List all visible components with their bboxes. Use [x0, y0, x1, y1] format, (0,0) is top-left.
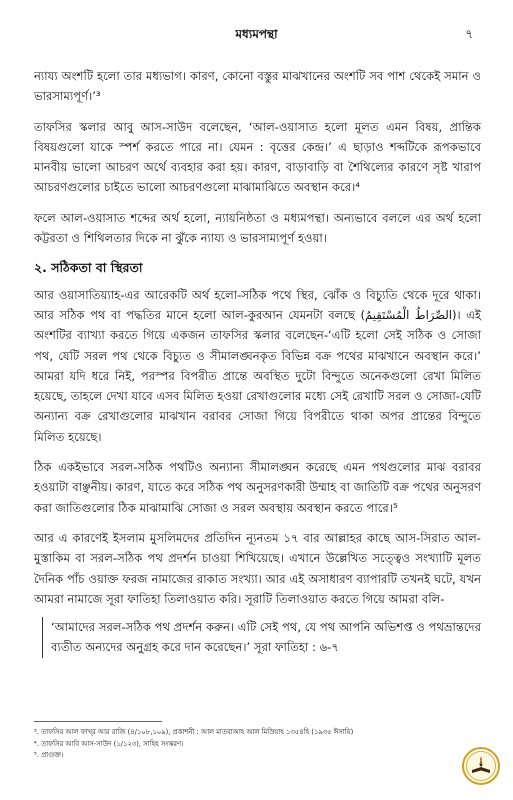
paragraph: আর ওয়াসাতিয়্যাহ-এর আরেকটি অর্থ হলো-সঠিক পথে স্থির, ঝোঁক ও বিচ্যুতি থেকে দূরে থাকা। আর সঠিক পথ বা পদ্ধতির মানে হলো আল-কুরআন যেমনটা বলছে (الصِّرَاطُ الْمُسْتَقِيمُ)। এই অংশটির ব্যাখ্যা করতে গিয়ে একজন তাফসির স্কলার বলেছেন-‘এটি হলো সেই সঠিক ও সোজা পথ, যেটি সরল পথ থেকে বিচ্যুত ও সীমালঙ্ঘনকৃত বিভিন্ন বক্র পথের মাঝখানে অবস্থান করে।’ আমরা যদি ধরে নিই, পরস্পর বিপরীত প্রান্তে অবস্থিত দুটো বিন্দুতে অনেকগুলো রেখা মিলিত হয়েছে, তাহলে দেখা যাবে এসব মিলিত হওয়া রেখাগুলোর মধ্যে সেই রেখাটি সরল ও সোজা-যেটি অন্যান্য বক্র রেখাগুলোর মাঝখান বরাবর সোজা গিয়ে বিপরীতে থাকা অপর প্রান্তের বিন্দুতে মিলিত হয়েছে।: [34, 287, 481, 444]
body-text: [34, 66, 481, 658]
paragraph: আর এ কারণেই ইসলাম মুসলিমদের প্রতিদিন ন্যূনতম ১৭ বার আল্লাহর কাছে আস-সিরাত আল-মুস্তাকিম বা সরল-সঠিক পথ প্রদর্শন চাওয়া শিখিয়েছে। এখানে উল্লেখিত সত্ত্বেও সংখ্যাটি মূলত দৈনিক পাঁচ ওয়াক্ত ফরজ নামাজের রাকাত সংখ্যা। আর এই অসাধারণ ব্যাপারটি তখনই ঘটে, যখন আমরা নামাজে সূরা ফাতিহা তিলাওয়াত করি। সূরাটি তিলাওয়াত করতে গিয়ে আমরা বলি-: [34, 530, 481, 606]
paragraph: ন্যায্য অংশটি হলো তার মধ্যভাগ। কারণ, কোনো বস্তুর মাঝখানের অংশটি সব পাশ থেকেই সমান ও ভারসাম্যপূর্ণ।’³: [34, 69, 481, 104]
section-heading: ২. সঠিকতা বা স্থিরতা: [34, 260, 143, 276]
footnote: ⁴. তাফসির আবি আস-সাউদ (১/১২৩), সাহিহ সংস্করণ।: [34, 739, 184, 748]
paragraph: তাফসির স্কলার আবু আস-সাউদ বলেছেন, ‘আল-ওয়াসাত হলো মূলত এমন বিষয়, প্রান্তিক বিষয়গুলো যাকে স্পর্শ করতে পারে না। যেমন : বৃত্তের কেন্দ্র।’ এ ছাড়াও শব্দটিকে রূপকভাবে মানবীয় ভালো আচরণ অর্থে ব্যবহার করা হয়। কারণ, বাড়াবাড়ি বা শৈথিল্যের কারণে সৃষ্ট খারাপ আচরণগুলোর চাইতে ভালো আচরণগুলো মাঝামাঝিতে অবস্থান করে।⁴: [34, 119, 481, 195]
paragraph: ঠিক একইভাবে সরল-সঠিক পথটিও অন্যান্য সীমালঙ্ঘন করেছে এমন পথগুলোর মাঝ বরাবর হওয়াটা বাঞ্ছনীয়। কারণ, যাতে করে সঠিক পথ অনুসরণকারী উম্মাহ বা জাতিটি বক্র পথের অনুসরণ করা জাতিগুলোর ঠিক মাঝামাঝি সোজা ও সরল অবস্থায় অবস্থান করতে পারে।⁵: [34, 460, 481, 515]
footnote: ³. তাফসির আল ফাখ্‌র আর রাজি (৪/১০৮,১০৯), প্রকাশনী : আল মাতবাআহ আল মিস্রিয়াহ ১৩৫৪হি (১৯৩৫ ঈসায়ি): [34, 728, 354, 736]
block-quote: ‘আমাদের সরল-সঠিক পথ প্রদর্শন করুন। এটি সেই পথ, যে পথ আপনি অভিশপ্ত ও পথভ্রান্তদের ব্যতীত অন্যদের অনুগ্রহ করে দান করেছেন।’ সূরা ফাতিহা : ৬-৭: [42, 617, 481, 658]
page-number: ৭: [465, 27, 473, 41]
footnotes: [34, 727, 464, 762]
footnote-divider: [34, 721, 162, 722]
chapter-title: মধ্যমপন্থা: [235, 27, 278, 41]
paragraph: ফলে আল-ওয়াসাত শব্দের অর্থ হলো, ন্যায়নিষ্ঠতা ও মধ্যমপন্থা। অন্যভাবে বললে এর অর্থ হলো কট্টরতা ও শিথিলতার দিকে না ঝুঁকে ন্যায্য ও ভারসাম্যপূর্ণ হওয়া।: [34, 210, 481, 246]
footnote: ⁵. প্রাগুক্ত।: [34, 751, 64, 759]
publisher-logo-icon: [461, 746, 501, 786]
page-header: [34, 26, 479, 44]
